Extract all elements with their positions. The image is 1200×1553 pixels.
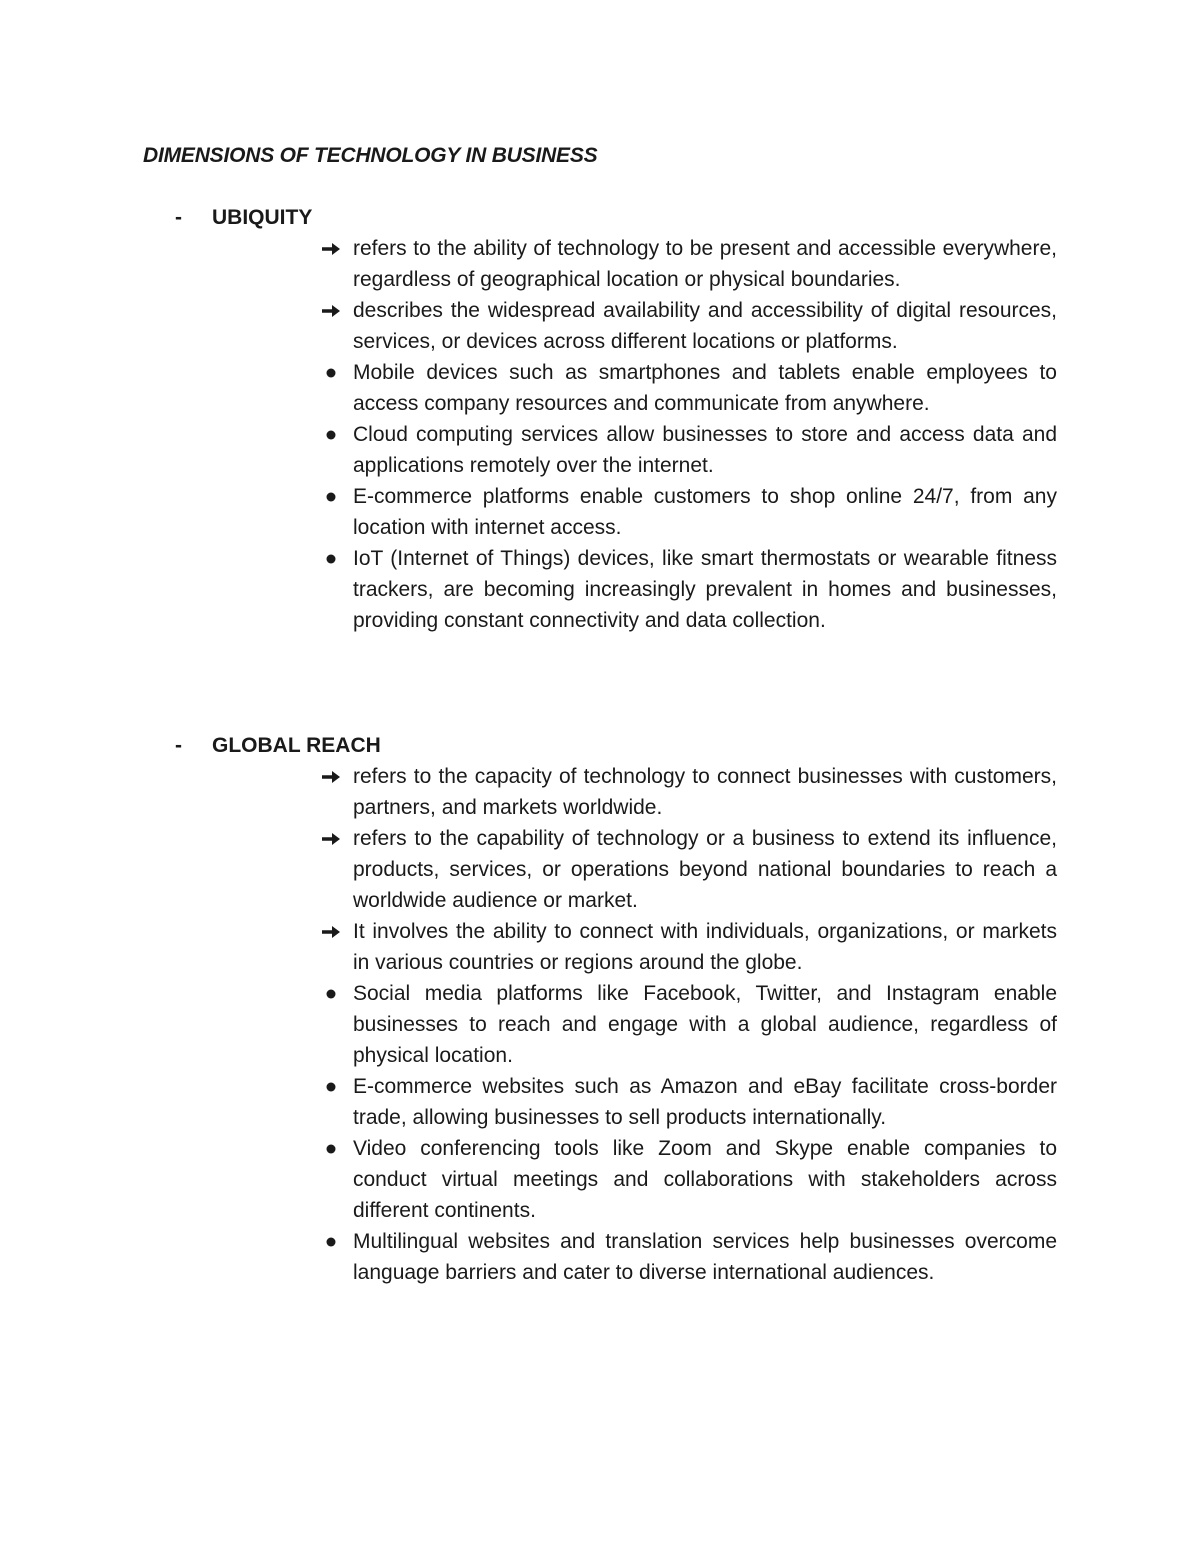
section-title: GLOBAL REACH [212, 734, 381, 757]
list-item [0, 543, 1200, 636]
item-text: refers to the capability of technology or a business to extend its influence, products, services, or operations beyond national boundaries to reach a worldwide audience or market. [353, 827, 1057, 912]
item-list [0, 761, 1200, 1288]
list-item [0, 761, 1200, 823]
dash-marker: - [175, 206, 182, 229]
item-text: describes the widespread availability and accessibility of digital resources, services, or devices across different locations or platforms. [353, 299, 1057, 353]
list-item [0, 1071, 1200, 1133]
section-ubiquity [0, 202, 1200, 636]
item-text: refers to the capacity of technology to connect businesses with customers, partners, and markets worldwide. [353, 765, 1057, 819]
section-heading [0, 202, 1200, 233]
item-text: Social media platforms like Facebook, Twitter, and Instagram enable businesses to reach and engage with a global audience, regardless of physical location. [353, 982, 1057, 1067]
dash-marker: - [175, 734, 182, 757]
list-item [0, 916, 1200, 978]
list-item [0, 1226, 1200, 1288]
section-global-reach [0, 730, 1200, 1288]
dot-bullet-icon [318, 419, 344, 450]
list-item [0, 978, 1200, 1071]
list-item [0, 419, 1200, 481]
dot-bullet-icon [318, 978, 344, 1009]
arrow-bullet-icon [318, 823, 344, 854]
item-text: Video conferencing tools like Zoom and Skype enable companies to conduct virtual meetings and collaborations with stakeholders across different continents. [353, 1137, 1057, 1222]
arrow-bullet-icon [318, 761, 344, 792]
arrow-bullet-icon [318, 233, 344, 264]
item-text: E-commerce websites such as Amazon and eBay facilitate cross-border trade, allowing businesses to sell products internationally. [353, 1075, 1057, 1129]
item-list [0, 233, 1200, 636]
list-item [0, 1133, 1200, 1226]
section-title: UBIQUITY [212, 206, 313, 229]
item-text: Cloud computing services allow businesses to store and access data and applications remotely over the internet. [353, 423, 1057, 477]
list-item [0, 481, 1200, 543]
list-item [0, 233, 1200, 295]
item-text: IoT (Internet of Things) devices, like smart thermostats or wearable fitness trackers, are becoming increasingly prevalent in homes and businesses, providing constant connectivity and data collection. [353, 547, 1057, 632]
section-heading [0, 730, 1200, 761]
dot-bullet-icon [318, 1226, 344, 1257]
dot-bullet-icon [318, 1071, 344, 1102]
document-title: DIMENSIONS OF TECHNOLOGY IN BUSINESS [143, 144, 598, 167]
dot-bullet-icon [318, 481, 344, 512]
dot-bullet-icon [318, 357, 344, 388]
arrow-bullet-icon [318, 916, 344, 947]
item-text: Multilingual websites and translation services help businesses overcome language barriers and cater to diverse international audiences. [353, 1230, 1057, 1284]
dot-bullet-icon [318, 543, 344, 574]
item-text: Mobile devices such as smartphones and tablets enable employees to access company resources and communicate from anywhere. [353, 361, 1057, 415]
arrow-bullet-icon [318, 295, 344, 326]
item-text: It involves the ability to connect with individuals, organizations, or markets in various countries or regions around the globe. [353, 920, 1057, 974]
item-text: refers to the ability of technology to be present and accessible everywhere, regardless of geographical location or physical boundaries. [353, 237, 1057, 291]
list-item [0, 295, 1200, 357]
item-text: E-commerce platforms enable customers to shop online 24/7, from any location with internet access. [353, 485, 1057, 539]
list-item [0, 357, 1200, 419]
dot-bullet-icon [318, 1133, 344, 1164]
list-item [0, 823, 1200, 916]
